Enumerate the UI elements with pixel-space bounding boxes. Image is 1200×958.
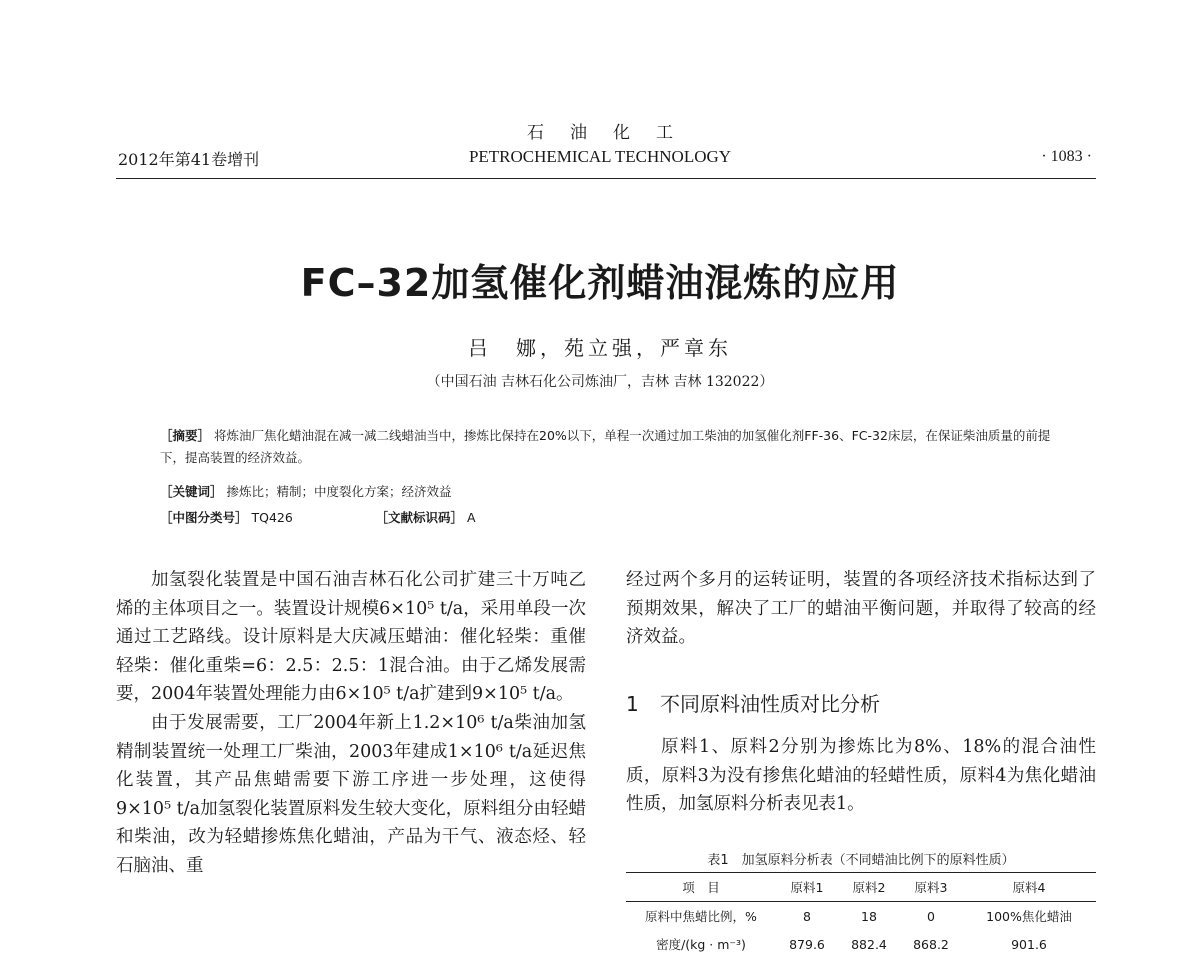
page-number: · 1083 · <box>1041 148 1092 165</box>
body-paragraph: 由于发展需要，工厂2004年新上1.2×10⁶ t/a柴油加氢精制装置统一处理工厂柴油，2003年建成1×10⁶ t/a延迟焦化装置，其产品焦蜡需要下游工序进一步处理，这使得9×10⁵ t/a加氢裂化装置原料发生较大变化，原料组分由轻蜡和柴油，改为轻蜡掺炼焦化蜡油，产品为干气、液态烃、轻石脑油、重 <box>116 712 586 876</box>
table-header-cell: 原料3 <box>900 873 962 902</box>
table-header-cell: 原料2 <box>838 873 900 902</box>
paper-title: FC–32加氢催化剂蜡油混炼的应用 <box>300 261 900 305</box>
body-paragraph: 加氢裂化装置是中国石油吉林石化公司扩建三十万吨乙烯的主体项目之一。装置设计规模6×10⁵ t/a，采用单段一次通过工艺路线。设计原料是大庆减压蜡油：催化轻柴：重催轻柴：催化重柴=6：2.5：2.5：1混合油。由于乙烯发展需要，2004年装置处理能力由6×10⁵ t/a扩建到9×10⁵ t/a。 <box>116 570 586 705</box>
raw-material-table <box>626 872 1096 958</box>
table-caption: 表1 加氢原料分析表（不同蜡油比例下的原料性质） <box>707 853 1015 868</box>
section-heading <box>626 688 880 717</box>
keywords-label: ［关键词］ <box>160 484 223 499</box>
section-number: 1 <box>626 692 639 716</box>
right-column-cont <box>626 733 1096 819</box>
left-column <box>116 566 586 881</box>
table-cell: 901.6 <box>1011 936 1047 952</box>
table-cell: 原料中焦蜡比例，% <box>645 909 757 924</box>
table-header-row <box>626 873 1096 902</box>
affiliation: （中国石油 吉林石化公司炼油厂，吉林 吉林 132022） <box>426 374 774 390</box>
table-header-cell: 原料1 <box>776 873 838 902</box>
doc-code: A <box>466 510 476 525</box>
issue-label: 2012年第41卷增刊 <box>118 150 260 169</box>
body-paragraph: 经过两个多月的运转证明，装置的各项经济技术指标达到了预期效果，解决了工厂的蜡油平衡问题，并取得了较高的经济效益。 <box>626 570 1096 648</box>
table-header-cell: 原料4 <box>962 873 1096 902</box>
table-cell: 879.6 <box>789 936 825 952</box>
section-title: 不同原料油性质对比分析 <box>660 692 880 716</box>
header-rule <box>116 178 1096 179</box>
table-cell: 密度/(kg · m⁻³) <box>656 937 746 952</box>
table-row <box>626 902 1096 931</box>
table-header-cell: 项 目 <box>626 873 776 902</box>
abstract-text: 将炼油厂焦化蜡油混在减一减二线蜡油当中，掺炼比保持在20%以下，单程一次通过加工柴油的加氢催化剂FF-36、FC-32床层，在保证柴油质量的前提下，提高装置的经济效益。 <box>160 428 1051 465</box>
keywords <box>160 481 1070 503</box>
classification <box>160 507 1070 529</box>
table-cell: 18 <box>861 908 877 924</box>
journal-title-cn: 石油化工 <box>527 123 699 143</box>
body-paragraph: 原料1、原料2分别为掺炼比为8%、18%的混合油性质，原料3为没有掺焦化蜡油的轻蜡性质，原料4为焦化蜡油性质，加氢原料分析表见表1。 <box>626 737 1096 815</box>
clc-label: ［中图分类号］ <box>160 510 248 525</box>
table-cell: 0 <box>927 908 935 924</box>
journal-title-en: PETROCHEMICAL TECHNOLOGY <box>468 147 732 166</box>
right-column <box>626 566 1096 652</box>
keywords-text: 掺炼比；精制；中度裂化方案；经济效益 <box>226 484 452 499</box>
authors: 吕 娜，苑立强，严章东 <box>468 336 732 360</box>
abstract-label: ［摘要］ <box>160 428 211 443</box>
table-row <box>626 930 1096 958</box>
abstract <box>160 425 1070 469</box>
table-cell: 882.4 <box>851 936 887 952</box>
clc-code: TQ426 <box>251 510 293 525</box>
table-cell: 868.2 <box>913 936 949 952</box>
doc-code-label: ［文献标识码］ <box>375 510 463 525</box>
table-cell: 100%焦化蜡油 <box>986 909 1072 924</box>
table-cell: 8 <box>803 908 811 924</box>
